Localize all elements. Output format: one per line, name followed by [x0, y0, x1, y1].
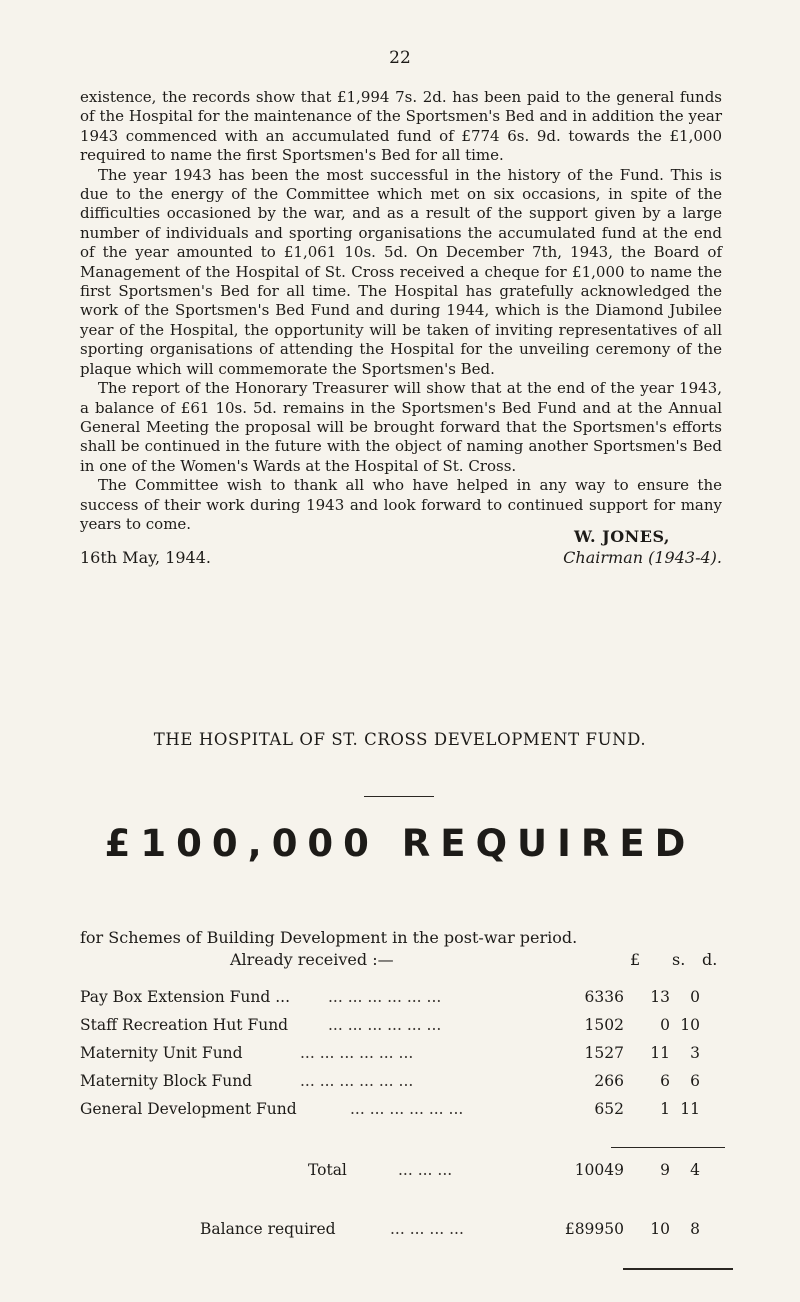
leader-dots: ... ... ... ... ... ...	[300, 1044, 414, 1062]
required-amount-heading: £100,000 REQUIRED	[104, 822, 696, 865]
report-body	[80, 88, 722, 534]
fund-intro-line: for Schemes of Building Development in the post-war period.	[80, 928, 578, 947]
amount-pounds: 1502	[584, 1016, 624, 1034]
leader-dots: ... ... ... ... ... ...	[328, 1016, 442, 1034]
ledger-label: Staff Recreation Hut Fund	[80, 1016, 289, 1034]
ledger-label: General Development Fund	[80, 1100, 297, 1118]
amount-pounds: 266	[594, 1072, 624, 1090]
page-number: 22	[389, 48, 411, 68]
total-shillings: 9	[660, 1161, 670, 1179]
leader-dots: ... ... ... ... ... ...	[350, 1100, 464, 1118]
signoff-date: 16th May, 1944.	[80, 548, 211, 567]
amount-pounds: 652	[594, 1100, 624, 1118]
ledger-label: Maternity Block Fund	[80, 1072, 253, 1090]
amount-pence: 11	[680, 1100, 700, 1118]
total-pounds: 10049	[574, 1161, 624, 1179]
ledger-label: Maternity Unit Fund	[80, 1044, 243, 1062]
ledger-row	[80, 988, 740, 1008]
ledger-row	[80, 1100, 740, 1120]
amount-shillings: 6	[660, 1072, 670, 1090]
ledger-row	[80, 1016, 740, 1036]
paragraph: The report of the Honorary Treasurer will show that at the end of the year 1943, a balance of £61 10s. 5d. remains in the Sportsmen's Bed Fund and at the Annual General Meeting the proposal will be brought forward that the Sportsmen's efforts shall be continued in the future with the object of naming another Sportsmen's Bed in one of the Women's Wards at the Hospital of St. Cross.	[80, 379, 722, 475]
total-row	[80, 1161, 740, 1181]
leader-dots: ... ... ...	[398, 1161, 453, 1179]
amount-pence: 6	[690, 1072, 700, 1090]
paragraph: The Committee wish to thank all who have helped in any way to ensure the success of their work during 1943 and look forward to continued support for many years to come.	[80, 476, 722, 533]
amount-pence: 0	[690, 988, 700, 1006]
fund-heading: THE HOSPITAL OF ST. CROSS DEVELOPMENT FUND.	[153, 730, 647, 749]
leader-dots: ... ... ... ... ... ...	[328, 988, 442, 1006]
paragraph: existence, the records show that £1,994 7s. 2d. has been paid to the general funds of the Hospital for the maintenance of the Sportsmen's Bed and in addition the year 1943 commenced with an accumulated fund of £774 6s. 9d. towards the £1,000 required to name the first Sportsmen's Bed for all time.	[80, 88, 722, 165]
amount-shillings: 0	[660, 1016, 670, 1034]
ledger-row	[80, 1044, 740, 1064]
balance-pounds: £89950	[564, 1220, 624, 1238]
balance-underline	[623, 1268, 733, 1270]
balance-pence: 8	[690, 1220, 700, 1238]
divider	[364, 796, 434, 797]
leader-dots: ... ... ... ... ... ...	[300, 1072, 414, 1090]
total-pence: 4	[690, 1161, 700, 1179]
total-label: Total	[308, 1161, 347, 1179]
already-received-label: Already received :—	[230, 950, 394, 969]
balance-shillings: 10	[650, 1220, 670, 1238]
amount-pence: 3	[690, 1044, 700, 1062]
amount-pounds: 1527	[584, 1044, 624, 1062]
amount-pounds: 6336	[584, 988, 624, 1006]
signer-role: Chairman (1943-4).	[563, 548, 722, 567]
amount-shillings: 13	[650, 988, 670, 1006]
amount-pence: 10	[680, 1016, 700, 1034]
ledger-row	[80, 1072, 740, 1092]
pounds-header: £	[630, 950, 641, 969]
balance-row	[80, 1220, 740, 1240]
amount-shillings: 11	[650, 1044, 670, 1062]
leader-dots: ... ... ... ...	[390, 1220, 464, 1238]
shillings-header: s.	[672, 950, 686, 969]
paragraph: The year 1943 has been the most successful in the history of the Fund. This is due to the energy of the Committee which met on six occasions, in spite of the difficulties occasioned by the war, and as a result of the support given by a large number of individuals and sporting organisations the accumulated fund at the end of the year amounted to £1,061 10s. 5d. On December 7th, 1943, the Board of Management of the Hospital of St. Cross received a cheque for £1,000 to name the first Sportsmen's Bed for all time. The Hospital has gratefully acknowledged the work of the Sportsmen's Bed Fund and during 1944, which is the Diamond Jubilee year of the Hospital, the opportunity will be taken of inviting representatives of all sporting organisations of attending the Hospital for the unveiling ceremony of the plaque which will commemorate the Sportsmen's Bed.	[80, 165, 722, 378]
signer-name: W. JONES,	[574, 527, 670, 546]
balance-label: Balance required	[200, 1220, 336, 1238]
amount-shillings: 1	[660, 1100, 670, 1118]
total-rule	[611, 1147, 725, 1148]
pence-header: d.	[702, 950, 718, 969]
ledger-label: Pay Box Extension Fund ...	[80, 988, 290, 1006]
